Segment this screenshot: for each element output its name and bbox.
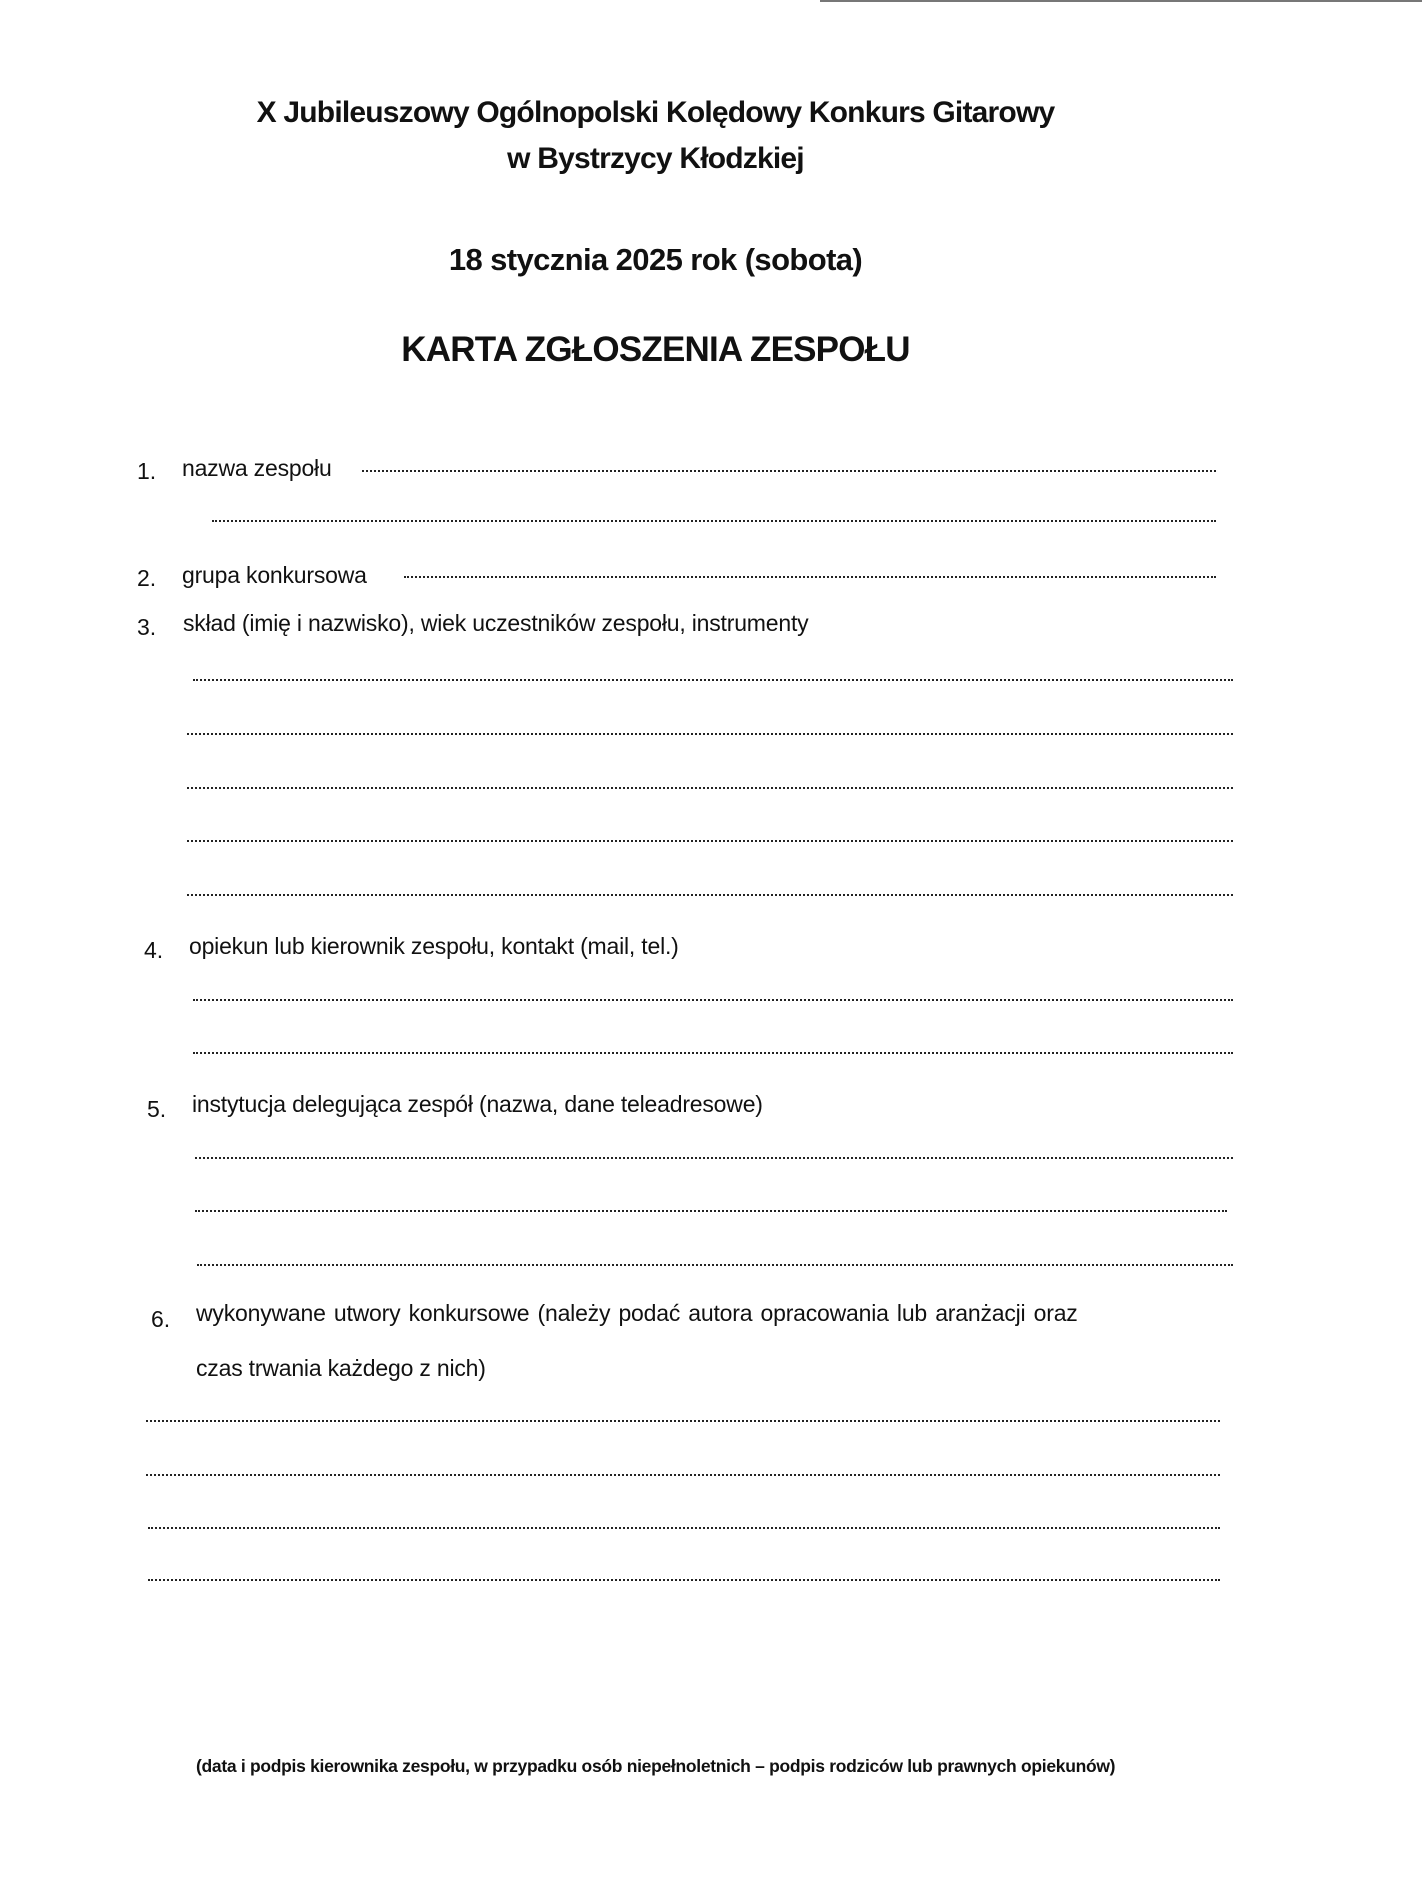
pieces-field-3[interactable]	[148, 1527, 1220, 1529]
item-number: 2.	[137, 565, 157, 591]
members-field-3[interactable]	[187, 787, 1233, 789]
scan-edge-line	[820, 0, 1422, 2]
institution-field-2[interactable]	[195, 1210, 1227, 1212]
form-title: KARTA ZGŁOSZENIA ZESPOŁU	[401, 330, 910, 369]
item-label-institution: instytucja delegująca zespół (nazwa, dane teleadresowe)	[192, 1091, 763, 1117]
event-location: w Bystrzycy Kłodzkiej	[507, 142, 804, 175]
supervisor-field-1[interactable]	[193, 999, 1233, 1001]
item-label-competition-group: grupa konkursowa	[182, 562, 367, 588]
institution-field-3[interactable]	[197, 1264, 1233, 1266]
item-label-pieces-cont: czas trwania każdego z nich)	[196, 1355, 486, 1381]
event-title: X Jubileuszowy Ogólnopolski Kolędowy Konkurs Gitarowy	[256, 96, 1055, 129]
pieces-field-1[interactable]	[146, 1420, 1220, 1422]
team-name-field-2[interactable]	[212, 520, 1216, 522]
item-number: 4.	[144, 937, 164, 963]
competition-group-field[interactable]	[404, 576, 1216, 578]
members-field-5[interactable]	[187, 894, 1233, 896]
item-number: 1.	[137, 458, 157, 484]
members-field-4[interactable]	[187, 840, 1233, 842]
item-number: 3.	[137, 614, 157, 640]
item-label-supervisor: opiekun lub kierownik zespołu, kontakt (mail, tel.)	[189, 933, 679, 959]
team-name-field[interactable]	[362, 470, 1216, 472]
item-label-team-name: nazwa zespołu	[182, 455, 332, 481]
signature-caption: (data i podpis kierownika zespołu, w przypadku osób niepełnoletnich – podpis rodziców lub prawnych opiekunów)	[196, 1756, 1116, 1776]
item-number: 6.	[151, 1306, 171, 1332]
pieces-field-4[interactable]	[148, 1579, 1220, 1581]
members-field-1[interactable]	[193, 679, 1233, 681]
item-number: 5.	[147, 1096, 167, 1122]
pieces-field-2[interactable]	[146, 1474, 1220, 1476]
institution-field-1[interactable]	[195, 1157, 1233, 1159]
item-label-pieces: wykonywane utwory konkursowe (należy podać autora opracowania lub aranżacji oraz	[196, 1300, 1078, 1326]
event-date: 18 stycznia 2025 rok (sobota)	[448, 242, 863, 277]
members-field-2[interactable]	[187, 733, 1233, 735]
item-label-members: skład (imię i nazwisko), wiek uczestników zespołu, instrumenty	[183, 610, 809, 636]
supervisor-field-2[interactable]	[193, 1052, 1233, 1054]
